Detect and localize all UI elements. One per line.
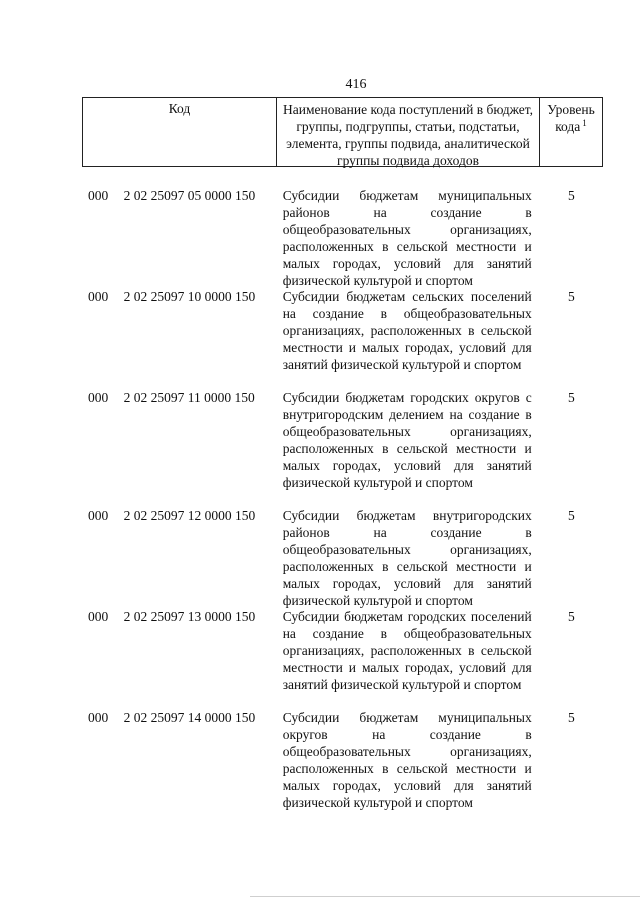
row-prefix: 000 xyxy=(88,710,109,725)
row-name: Субсидии бюджетам городских округов с внутригородским делением на создание в общеобразовательных организациях, расположенных в сельской местности и малых городах, условий для занятий физической культурой и спортом xyxy=(282,390,532,491)
table-row xyxy=(82,507,603,608)
table-body xyxy=(82,187,603,810)
row-level: 5 xyxy=(568,289,575,304)
row-prefix: 000 xyxy=(88,609,109,624)
row-code: 2 02 25097 14 0000 150 xyxy=(123,710,256,725)
table-row xyxy=(82,389,603,507)
row-prefix: 000 xyxy=(88,508,109,523)
row-name: Субсидии бюджетам городских поселений на создание в общеобразовательных организациях, расположенных в сельской местности и малых городах, условий для занятий физической культурой и спортом xyxy=(282,609,532,693)
row-prefix: 000 xyxy=(88,188,109,203)
row-name: Субсидии бюджетам муниципальных округов на создание в общеобразовательных организациях, расположенных в сельской местности и малых городах, условий для занятий физической культурой и спортом xyxy=(282,710,532,811)
header-level xyxy=(540,98,602,166)
row-prefix: 000 xyxy=(88,390,109,405)
row-code: 2 02 25097 10 0000 150 xyxy=(123,289,256,304)
row-level: 5 xyxy=(568,710,575,725)
row-level: 5 xyxy=(568,390,575,405)
row-code: 2 02 25097 11 0000 150 xyxy=(123,390,255,405)
row-code: 2 02 25097 05 0000 150 xyxy=(123,188,256,203)
header-code: Код xyxy=(83,98,277,166)
row-level: 5 xyxy=(568,508,575,523)
row-name: Субсидии бюджетам муниципальных районов на создание в общеобразовательных организациях, расположенных в сельской местности и малых городах, условий для занятий физической культурой и спортом xyxy=(282,188,532,289)
header-name: Наименование кода поступлений в бюджет, группы, подгруппы, статьи, подстатьи, элемента, группы подвида, аналитической группы подвида доходов xyxy=(277,98,540,166)
table-row xyxy=(82,709,603,810)
table-row xyxy=(82,288,603,389)
row-prefix: 000 xyxy=(88,289,109,304)
scan-edge-line xyxy=(250,896,640,897)
row-name: Субсидии бюджетам сельских поселений на создание в общеобразовательных организациях, расположенных в сельской местности и малых городах, условий для занятий физической культурой и спортом xyxy=(282,289,532,373)
header-level-label: Уровень кода xyxy=(547,102,595,134)
table-row xyxy=(82,608,603,709)
table-header xyxy=(82,97,603,167)
row-level: 5 xyxy=(568,609,575,624)
row-level: 5 xyxy=(568,188,575,203)
row-code: 2 02 25097 12 0000 150 xyxy=(123,508,256,523)
header-level-footnote: 1 xyxy=(582,117,587,128)
page-number: 416 xyxy=(345,77,367,92)
row-code: 2 02 25097 13 0000 150 xyxy=(123,609,256,624)
row-name: Субсидии бюджетам внутригородских районов на создание в общеобразовательных организациях, расположенных в сельской местности и малых городах, условий для занятий физической культурой и спортом xyxy=(282,508,532,609)
table-row xyxy=(82,187,603,288)
